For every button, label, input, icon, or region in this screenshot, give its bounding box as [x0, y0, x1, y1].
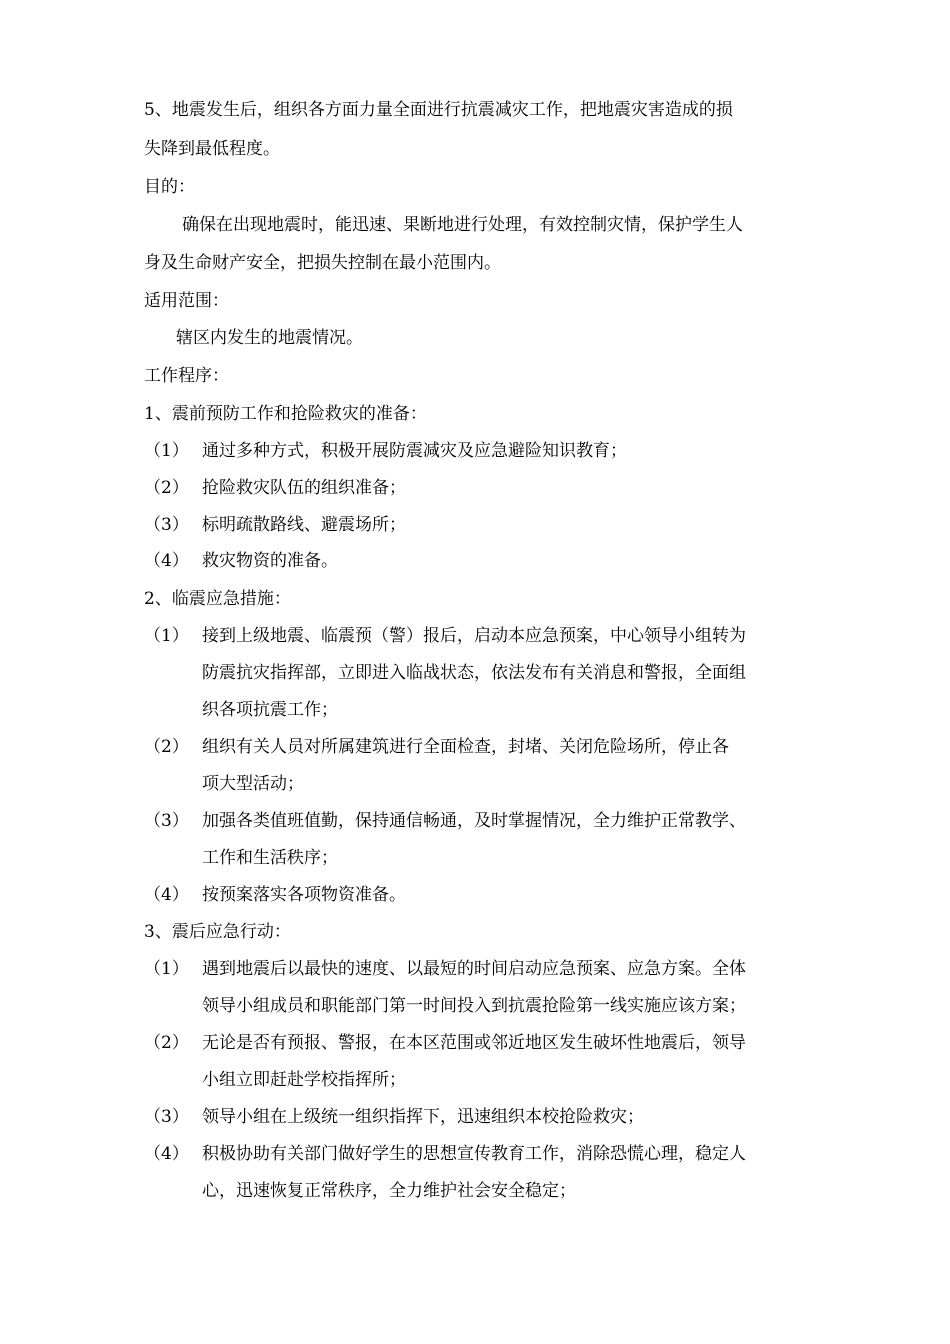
section3-item2-line1: 无论是否有预报、警报，在本区范围或邻近地区发生破坏性地震后，领导	[202, 1033, 746, 1053]
section3-item3-number: （3）	[144, 1107, 189, 1127]
section1-item4-number: （4）	[144, 551, 189, 571]
section2-item3-line1: 加强各类值班值勤，保持通信畅通，及时掌握情况，全力维护正常教学、	[202, 811, 746, 831]
section2-item1-line3: 织各项抗震工作；	[202, 700, 338, 720]
section1-item2-number: （2）	[144, 478, 189, 498]
section2-item2-number: （2）	[144, 737, 189, 757]
section3-item2-line2: 小组立即赶赴学校指挥所；	[202, 1070, 406, 1090]
section3-item3-line1: 领导小组在上级统一组织指挥下，迅速组织本校抢险救灾；	[202, 1107, 644, 1127]
section2-item3-number: （3）	[144, 811, 189, 831]
purpose-line2: 身及生命财产安全，把损失控制在最小范围内。	[144, 253, 501, 273]
section3-item4-line1: 积极协助有关部门做好学生的思想宣传教育工作，消除恐慌心理，稳定人	[202, 1144, 746, 1164]
section2-heading: 2、临震应急措施：	[144, 589, 291, 609]
section1-item4-line1: 救灾物资的准备。	[202, 551, 338, 571]
section2-item1-line1: 接到上级地震、临震预（警）报后，启动本应急预案，中心领导小组转为	[202, 626, 746, 646]
section2-item1-number: （1）	[144, 626, 189, 646]
section2-item4-number: （4）	[144, 885, 189, 905]
procedure-heading: 工作程序：	[144, 366, 229, 386]
section3-item4-line2: 心，迅速恢复正常秩序，全力维护社会安全稳定；	[202, 1181, 576, 1201]
scope-text: 辖区内发生的地震情况。	[176, 328, 363, 348]
section3-item1-number: （1）	[144, 959, 189, 979]
section3-item2-number: （2）	[144, 1033, 189, 1053]
section1-item1-line1: 通过多种方式，积极开展防震减灾及应急避险知识教育；	[202, 441, 627, 461]
purpose-line1: 确保在出现地震时，能迅速、果断地进行处理，有效控制灾情，保护学生人	[182, 215, 743, 235]
section2-item2-line1: 组织有关人员对所属建筑进行全面检查，封堵、关闭危险场所，停止各	[202, 737, 729, 757]
section1-item1-number: （1）	[144, 441, 189, 461]
section1-item3-number: （3）	[144, 515, 189, 535]
section1-item3-line1: 标明疏散路线、避震场所；	[202, 515, 406, 535]
section2-item2-line2: 项大型活动；	[202, 774, 304, 794]
section3-heading: 3、震后应急行动：	[144, 922, 291, 942]
purpose-heading: 目的：	[144, 177, 195, 197]
scope-heading: 适用范围：	[144, 291, 229, 311]
section2-item3-line2: 工作和生活秩序；	[202, 848, 338, 868]
item5-line2: 失降到最低程度。	[144, 139, 280, 159]
section3-item1-line2: 领导小组成员和职能部门第一时间投入到抗震抢险第一线实施应该方案；	[202, 996, 746, 1016]
item5-line1: 5、地震发生后，组织各方面力量全面进行抗震减灾工作，把地震灾害造成的损	[144, 100, 733, 120]
section1-item2-line1: 抢险救灾队伍的组织准备；	[202, 478, 406, 498]
section2-item4-line1: 按预案落实各项物资准备。	[202, 885, 406, 905]
section3-item4-number: （4）	[144, 1144, 189, 1164]
section3-item1-line1: 遇到地震后以最快的速度、以最短的时间启动应急预案、应急方案。全体	[202, 959, 746, 979]
section1-heading: 1、震前预防工作和抢险救灾的准备：	[144, 404, 427, 424]
section2-item1-line2: 防震抗灾指挥部，立即进入临战状态，依法发布有关消息和警报，全面组	[202, 663, 746, 683]
